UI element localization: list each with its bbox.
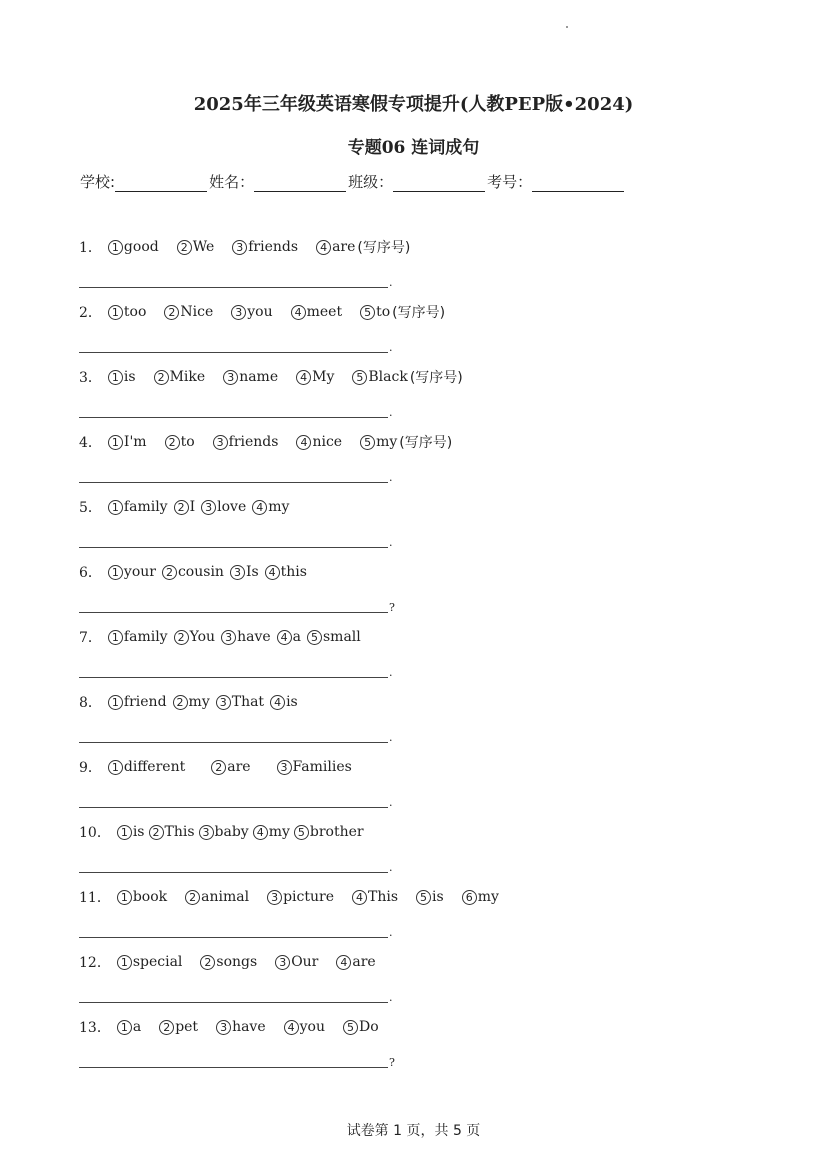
option-word: picture xyxy=(283,889,334,905)
option-number-circle: 3 xyxy=(221,630,236,645)
word-option xyxy=(343,1019,379,1035)
word-option xyxy=(352,889,398,905)
option-number-circle: 1 xyxy=(117,890,132,905)
answer-line[interactable] xyxy=(79,1056,395,1069)
option-word: are xyxy=(332,239,356,255)
option-number-circle: 1 xyxy=(108,435,123,450)
question-number: 7． xyxy=(79,630,102,646)
word-option xyxy=(154,369,206,385)
word-option xyxy=(291,304,342,320)
option-word: a xyxy=(292,629,301,645)
option-number-circle: 1 xyxy=(108,500,123,515)
word-option xyxy=(117,889,167,905)
option-word: You xyxy=(189,629,216,645)
question-number: 4． xyxy=(79,435,102,451)
word-option xyxy=(316,239,355,255)
word-option xyxy=(296,369,334,385)
option-word: my xyxy=(268,824,290,840)
option-number-circle: 5 xyxy=(343,1020,358,1035)
word-option xyxy=(211,759,250,775)
answer-line[interactable] xyxy=(79,276,393,289)
option-number-circle: 1 xyxy=(108,760,123,775)
option-word: you xyxy=(247,304,273,320)
option-number-circle: 4 xyxy=(296,435,311,450)
option-number-circle: 3 xyxy=(275,955,290,970)
page-subtitle: 专题06 连词成句 xyxy=(347,138,480,158)
option-number-circle: 2 xyxy=(185,890,200,905)
word-option xyxy=(174,629,215,645)
option-number-circle: 1 xyxy=(108,695,123,710)
option-number-circle: 3 xyxy=(216,1020,231,1035)
option-number-circle: 4 xyxy=(277,630,292,645)
scan-dot xyxy=(566,26,568,28)
option-number-circle: 4 xyxy=(284,1020,299,1035)
option-number-circle: 2 xyxy=(177,240,192,255)
option-word: this xyxy=(280,564,307,580)
option-word: is xyxy=(123,369,136,385)
option-word: good xyxy=(123,239,159,255)
option-word: cousin xyxy=(177,564,224,580)
option-word: meet xyxy=(306,304,343,320)
question-7 xyxy=(79,627,361,647)
option-number-circle: 3 xyxy=(201,500,216,515)
word-option xyxy=(108,304,146,320)
option-number-circle: 1 xyxy=(117,955,132,970)
option-number-circle: 4 xyxy=(296,370,311,385)
option-number-circle: 1 xyxy=(108,565,123,580)
option-number-circle: 3 xyxy=(213,435,228,450)
word-option xyxy=(336,954,375,970)
option-word: to xyxy=(180,434,195,450)
option-number-circle: 2 xyxy=(173,695,188,710)
option-word: have xyxy=(237,629,271,645)
option-number-circle: 5 xyxy=(352,370,367,385)
option-word: family xyxy=(123,629,168,645)
page-footer: 试卷第 1 页，共 5 页 xyxy=(346,1123,481,1139)
student-info-row xyxy=(80,171,626,192)
option-word: love xyxy=(217,499,247,515)
word-option xyxy=(294,824,364,840)
word-option xyxy=(216,694,264,710)
option-word: have xyxy=(232,1019,266,1035)
school-label: 学校: xyxy=(80,173,116,191)
question-5 xyxy=(79,497,289,517)
word-option xyxy=(199,824,249,840)
option-word: friends xyxy=(248,239,299,255)
option-word: I xyxy=(189,499,196,515)
word-option xyxy=(416,889,444,905)
option-word: is xyxy=(432,889,444,905)
option-number-circle: 3 xyxy=(231,305,246,320)
question-13 xyxy=(79,1017,379,1037)
word-option xyxy=(159,1019,198,1035)
word-option xyxy=(108,434,147,450)
option-number-circle: 4 xyxy=(252,500,267,515)
question-number: 1． xyxy=(79,240,102,256)
sentence-end-mark: . xyxy=(389,276,393,289)
question-number: 10． xyxy=(79,825,111,841)
word-option xyxy=(307,629,361,645)
word-option xyxy=(275,954,318,970)
question-number: 6． xyxy=(79,565,102,581)
option-word: This xyxy=(164,824,195,840)
option-word: brother xyxy=(309,824,364,840)
option-word: Nice xyxy=(180,304,214,320)
option-number-circle: 5 xyxy=(307,630,322,645)
question-10 xyxy=(79,822,364,842)
word-option xyxy=(213,434,279,450)
option-number-circle: 1 xyxy=(117,825,132,840)
word-option xyxy=(185,889,249,905)
page-title: 2025年三年级英语寒假专项提升(人教PEP版•2024) xyxy=(193,94,634,115)
word-option xyxy=(296,434,342,450)
option-word: different xyxy=(123,759,186,775)
answer-line[interactable] xyxy=(79,991,393,1004)
option-word: too xyxy=(123,304,147,320)
word-option xyxy=(267,889,334,905)
option-number-circle: 4 xyxy=(316,240,331,255)
word-option xyxy=(230,564,259,580)
word-option xyxy=(162,564,224,580)
option-number-circle: 2 xyxy=(164,305,179,320)
answer-line[interactable] xyxy=(79,731,393,744)
option-word: My xyxy=(312,369,335,385)
option-number-circle: 1 xyxy=(117,1020,132,1035)
answer-hint: (写序号) xyxy=(399,435,453,451)
word-option xyxy=(174,499,196,515)
option-number-circle: 2 xyxy=(165,435,180,450)
sentence-end-mark: . xyxy=(389,861,393,874)
option-word: pet xyxy=(175,1019,199,1035)
question-number: 5． xyxy=(79,500,102,516)
answer-line[interactable] xyxy=(79,926,393,939)
option-word: a xyxy=(132,1019,142,1035)
answer-line[interactable] xyxy=(79,471,393,484)
option-number-circle: 3 xyxy=(216,695,231,710)
word-option xyxy=(165,434,195,450)
word-option xyxy=(108,629,168,645)
option-word: my xyxy=(477,889,499,905)
sentence-end-mark: . xyxy=(389,926,393,939)
option-number-circle: 5 xyxy=(416,890,431,905)
option-number-circle: 1 xyxy=(108,370,123,385)
option-word: Families xyxy=(292,759,352,775)
answer-line[interactable] xyxy=(79,861,393,874)
school-field[interactable] xyxy=(115,173,207,192)
word-option xyxy=(360,304,390,320)
word-option xyxy=(462,889,499,905)
word-option xyxy=(149,824,195,840)
exam-number-field[interactable] xyxy=(532,173,624,192)
option-number-circle: 5 xyxy=(360,435,375,450)
question-number: 13． xyxy=(79,1020,111,1036)
answer-line[interactable] xyxy=(79,536,393,549)
question-number: 2． xyxy=(79,305,102,321)
question-number: 8． xyxy=(79,695,102,711)
option-number-circle: 3 xyxy=(277,760,292,775)
option-word: friends xyxy=(228,434,279,450)
sentence-end-mark: . xyxy=(389,796,393,809)
option-word: Mike xyxy=(169,369,206,385)
option-word: is xyxy=(132,824,145,840)
question-4 xyxy=(79,432,452,452)
question-3 xyxy=(79,367,463,387)
word-option xyxy=(252,499,289,515)
option-word: Our xyxy=(291,954,319,970)
option-word: are xyxy=(227,759,251,775)
question-11 xyxy=(79,887,499,907)
option-number-circle: 2 xyxy=(211,760,226,775)
option-word: special xyxy=(132,954,183,970)
question-number: 11． xyxy=(79,890,111,906)
word-option xyxy=(108,694,167,710)
exam-number-label: 考号： xyxy=(487,173,533,191)
option-word: you xyxy=(299,1019,325,1035)
option-word: my xyxy=(268,499,290,515)
option-number-circle: 2 xyxy=(149,825,164,840)
word-option xyxy=(270,694,298,710)
question-number: 12． xyxy=(79,955,111,971)
option-word: my xyxy=(376,434,398,450)
word-option xyxy=(277,759,352,775)
option-number-circle: 1 xyxy=(108,305,123,320)
option-number-circle: 2 xyxy=(162,565,177,580)
class-field[interactable] xyxy=(393,173,485,192)
answer-hint: (写序号) xyxy=(357,240,411,256)
word-option xyxy=(164,304,213,320)
option-number-circle: 2 xyxy=(154,370,169,385)
question-2 xyxy=(79,302,445,322)
word-option xyxy=(232,239,298,255)
sentence-end-mark: . xyxy=(389,991,393,1004)
word-option xyxy=(221,629,271,645)
word-option xyxy=(216,1019,266,1035)
sentence-end-mark: . xyxy=(389,536,393,549)
answer-line[interactable] xyxy=(79,601,395,614)
word-option xyxy=(265,564,307,580)
word-option xyxy=(231,304,272,320)
option-word: Is xyxy=(245,564,259,580)
option-number-circle: 4 xyxy=(270,695,285,710)
word-option xyxy=(360,434,397,450)
option-number-circle: 4 xyxy=(291,305,306,320)
option-number-circle: 3 xyxy=(267,890,282,905)
question-8 xyxy=(79,692,298,712)
name-field[interactable] xyxy=(254,173,346,192)
option-word: to xyxy=(376,304,391,320)
sentence-end-mark: ? xyxy=(389,601,395,614)
option-number-circle: 2 xyxy=(174,630,189,645)
word-option xyxy=(108,759,185,775)
word-option xyxy=(117,824,145,840)
answer-hint: (写序号) xyxy=(409,370,463,386)
sentence-end-mark: . xyxy=(389,341,393,354)
question-9 xyxy=(79,757,352,777)
answer-line[interactable] xyxy=(79,406,393,419)
answer-line[interactable] xyxy=(79,796,393,809)
option-number-circle: 3 xyxy=(230,565,245,580)
option-word: We xyxy=(192,239,215,255)
word-option xyxy=(108,369,136,385)
word-option xyxy=(117,1019,141,1035)
option-word: name xyxy=(239,369,279,385)
word-option xyxy=(200,954,257,970)
word-option xyxy=(173,694,210,710)
sentence-end-mark: . xyxy=(389,731,393,744)
option-number-circle: 3 xyxy=(223,370,238,385)
question-12 xyxy=(79,952,376,972)
option-word: is xyxy=(286,694,298,710)
option-word: book xyxy=(132,889,168,905)
question-6 xyxy=(79,562,307,582)
option-word: small xyxy=(323,629,361,645)
sentence-end-mark: ? xyxy=(389,1056,395,1069)
option-word: my xyxy=(188,694,210,710)
question-number: 9． xyxy=(79,760,102,776)
option-word: friend xyxy=(123,694,167,710)
word-option xyxy=(108,239,159,255)
word-option xyxy=(108,564,156,580)
option-word: songs xyxy=(216,954,258,970)
answer-hint: (写序号) xyxy=(392,305,446,321)
word-option xyxy=(277,629,301,645)
word-option xyxy=(253,824,290,840)
question-1 xyxy=(79,237,410,257)
option-word: family xyxy=(123,499,168,515)
word-option xyxy=(108,499,168,515)
option-number-circle: 4 xyxy=(336,955,351,970)
sentence-end-mark: . xyxy=(389,666,393,679)
option-number-circle: 3 xyxy=(199,825,214,840)
option-word: That xyxy=(231,694,265,710)
word-option xyxy=(117,954,183,970)
word-option xyxy=(177,239,215,255)
option-number-circle: 4 xyxy=(352,890,367,905)
option-number-circle: 6 xyxy=(462,890,477,905)
option-number-circle: 1 xyxy=(108,240,123,255)
option-number-circle: 3 xyxy=(232,240,247,255)
class-label: 班级： xyxy=(348,173,394,191)
option-number-circle: 4 xyxy=(253,825,268,840)
option-word: are xyxy=(352,954,376,970)
name-label: 姓名： xyxy=(209,173,255,191)
word-option xyxy=(201,499,246,515)
option-number-circle: 5 xyxy=(294,825,309,840)
option-number-circle: 2 xyxy=(159,1020,174,1035)
option-word: Do xyxy=(358,1019,379,1035)
option-number-circle: 2 xyxy=(200,955,215,970)
sentence-end-mark: . xyxy=(389,471,393,484)
option-number-circle: 1 xyxy=(108,630,123,645)
answer-line[interactable] xyxy=(79,666,393,679)
option-number-circle: 5 xyxy=(360,305,375,320)
option-word: your xyxy=(123,564,156,580)
word-option xyxy=(284,1019,325,1035)
option-word: nice xyxy=(312,434,343,450)
option-word: baby xyxy=(214,824,249,840)
word-option xyxy=(223,369,278,385)
option-word: This xyxy=(368,889,399,905)
option-word: animal xyxy=(201,889,250,905)
word-option xyxy=(352,369,407,385)
option-word: Black xyxy=(368,369,408,385)
option-number-circle: 4 xyxy=(265,565,280,580)
question-number: 3． xyxy=(79,370,102,386)
option-word: I'm xyxy=(123,434,147,450)
answer-line[interactable] xyxy=(79,341,393,354)
sentence-end-mark: . xyxy=(389,406,393,419)
option-number-circle: 2 xyxy=(174,500,189,515)
